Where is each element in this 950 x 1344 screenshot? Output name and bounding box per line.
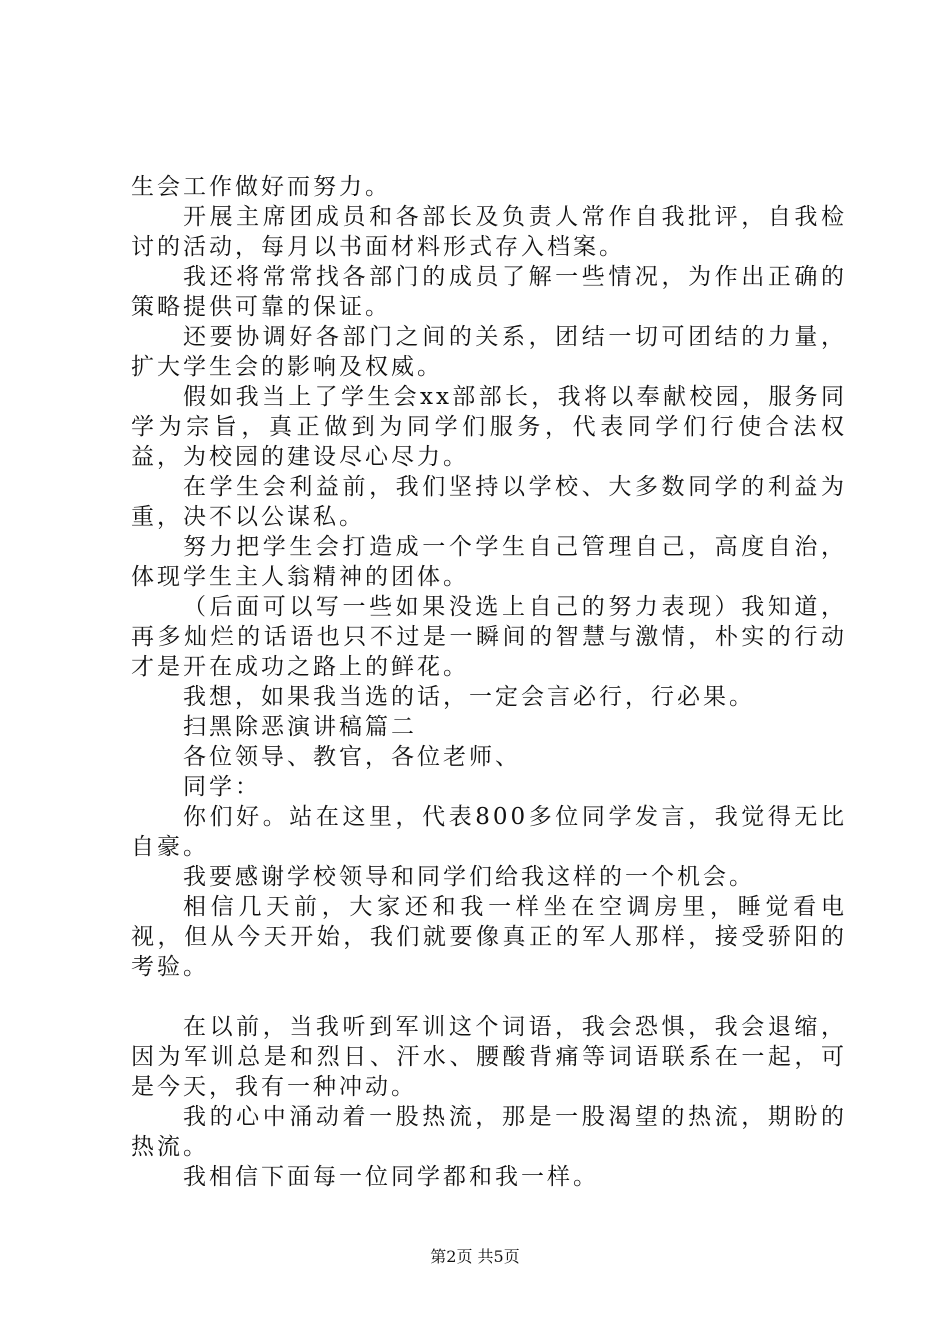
paragraph: 在学生会利益前，我们坚持以学校、大多数同学的利益为重，决不以公谋私。 — [131, 474, 847, 530]
paragraph: 在以前，当我听到军训这个词语，我会恐惧，我会退缩，因为军训总是和烈日、汗水、腰酸背痛等词语联系在一起，可是今天，我有一种冲动。 — [131, 1014, 847, 1100]
document-body — [131, 172, 847, 1192]
paragraph: 你们好。站在这里，代表800多位同学发言，我觉得无比自豪。 — [131, 804, 847, 860]
paragraph: 还要协调好各部门之间的关系，团结一切可团结的力量，扩大学生会的影响及权威。 — [131, 324, 847, 380]
paragraph: 生会工作做好而努力。 — [131, 174, 391, 200]
paragraph: 假如我当上了学生会xx部部长，我将以奉献校园，服务同学为宗旨，真正做到为同学们服务，代表同学们行使合法权益，为校园的建设尽心尽力。 — [131, 384, 847, 470]
salutation: 同学： — [183, 774, 261, 800]
paragraph: 我的心中涌动着一股热流，那是一股渴望的热流，期盼的热流。 — [131, 1104, 847, 1160]
paragraph: 相信几天前，大家还和我一样坐在空调房里，睡觉看电视，但从今天开始，我们就要像真正的军人那样，接受骄阳的考验。 — [131, 894, 847, 980]
section-heading: 扫黑除恶演讲稿篇二 — [183, 714, 417, 740]
paragraph: 开展主席团成员和各部长及负责人常作自我批评，自我检讨的活动，每月以书面材料形式存入档案。 — [131, 204, 847, 260]
paragraph: （后面可以写一些如果没选上自己的努力表现）我知道，再多灿烂的话语也只不过是一瞬间的智慧与激情，朴实的行动才是开在成功之路上的鲜花。 — [131, 594, 847, 680]
paragraph: 努力把学生会打造成一个学生自己管理自己，高度自治，体现学生主人翁精神的团体。 — [131, 534, 847, 590]
page-number-footer: 第2页 共5页 — [430, 1247, 520, 1266]
paragraph: 我还将常常找各部门的成员了解一些情况，为作出正确的策略提供可靠的保证。 — [131, 264, 847, 320]
paragraph: 我要感谢学校领导和同学们给我这样的一个机会。 — [183, 864, 755, 890]
salutation: 各位领导、教官，各位老师、 — [183, 744, 521, 770]
blank-line — [131, 982, 847, 1012]
paragraph: 我相信下面每一位同学都和我一样。 — [183, 1164, 599, 1190]
paragraph: 我想，如果我当选的话，一定会言必行，行必果。 — [183, 684, 755, 710]
